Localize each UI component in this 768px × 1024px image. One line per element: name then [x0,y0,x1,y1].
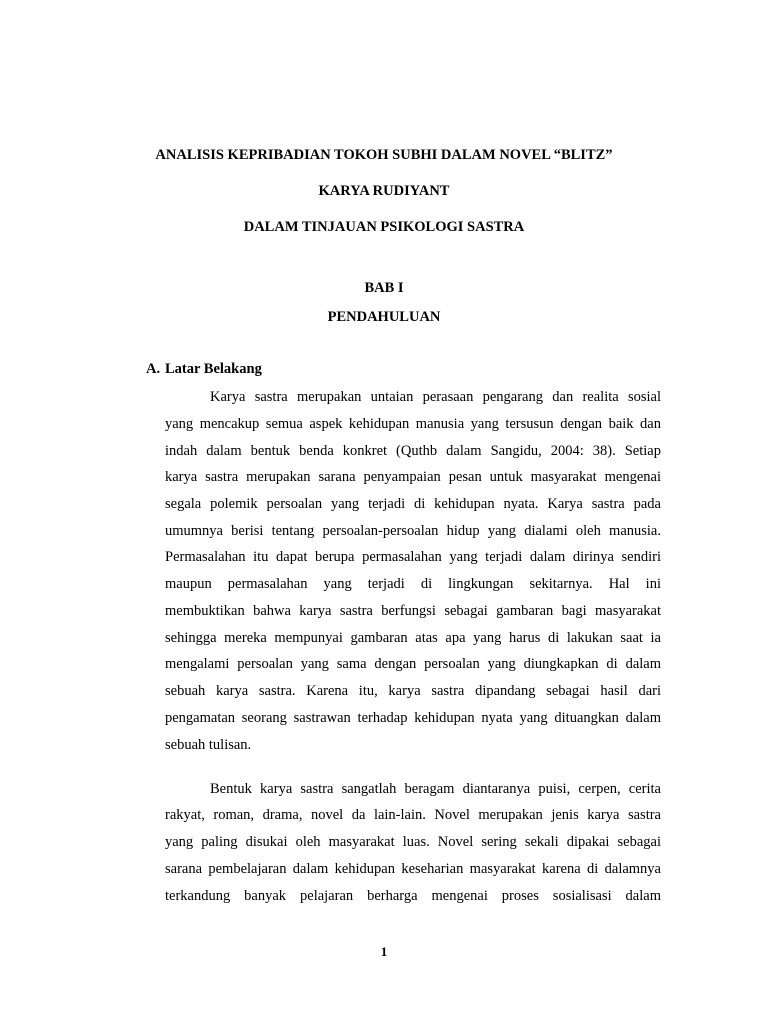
page-number: 1 [380,944,388,959]
paragraph-line: Karya sastra merupakan untaian perasaan pengarang dan realita sosial [210,389,661,405]
paragraph-line: sebuah tulisan. [165,737,252,753]
chapter-number: BAB I [364,280,404,296]
paragraph-line: rakyat, roman, drama, novel da lain-lain. Novel merupakan jenis karya sastra [165,807,661,823]
paragraph-line: segala polemik persoalan yang terjadi di kehidupan nyata. Karya sastra pada [165,496,661,512]
section-title: Latar Belakang [165,361,262,377]
title-line-2: KARYA RUDIYANT [318,183,450,199]
paragraph-line: maupun permasalahan yang terjadi di lingkungan sekitarnya. Hal ini [165,576,661,592]
paragraph-line: pengamatan seorang sastrawan terhadap kehidupan nyata yang dituangkan dalam [165,710,661,726]
paragraph-line: sehingga mereka mempunyai gambaran atas apa yang harus di lakukan saat ia [165,630,661,646]
section-heading [146,361,262,378]
paragraph-line: yang mencakup semua aspek kehidupan manusia yang tersusun dengan baik dan [165,416,661,432]
title-line-1: ANALISIS KEPRIBADIAN TOKOH SUBHI DALAM NOVEL “BLITZ” [155,147,613,163]
paragraph-line: sarana pembelajaran dalam kehidupan keseharian masyarakat karena di dalamnya [165,861,661,877]
paragraph-line: mengalami persoalan yang sama dengan persoalan yang diungkapkan di dalam [165,656,661,672]
paragraph-line: Bentuk karya sastra sangatlah beragam diantaranya puisi, cerpen, cerita [210,781,661,797]
paragraph-line: umumnya berisi tentang persoalan-persoalan hidup yang dialami oleh manusia. [165,523,661,539]
chapter-title: PENDAHULUAN [327,309,441,325]
paragraph-line: karya sastra merupakan sarana penyampaian pesan untuk masyarakat mengenai [165,469,661,485]
paragraph-line: sebuah karya sastra. Karena itu, karya sastra dipandang sebagai hasil dari [165,683,661,699]
paragraph-line: Permasalahan itu dapat berupa permasalahan yang terjadi dalam dirinya sendiri [165,549,661,565]
paragraph-line: indah dalam bentuk benda konkret (Quthb dalam Sangidu, 2004: 38). Setiap [165,443,661,459]
paragraph-line: terkandung banyak pelajaran berharga mengenai proses sosialisasi dalam [165,888,661,904]
section-number: A. [146,361,161,377]
title-line-3: DALAM TINJAUAN PSIKOLOGI SASTRA [243,219,525,235]
paragraph-line: membuktikan bahwa karya sastra berfungsi sebagai gambaran bagi masyarakat [165,603,661,619]
paragraph-line: yang paling disukai oleh masyarakat luas. Novel sering sekali dipakai sebagai [165,834,661,850]
